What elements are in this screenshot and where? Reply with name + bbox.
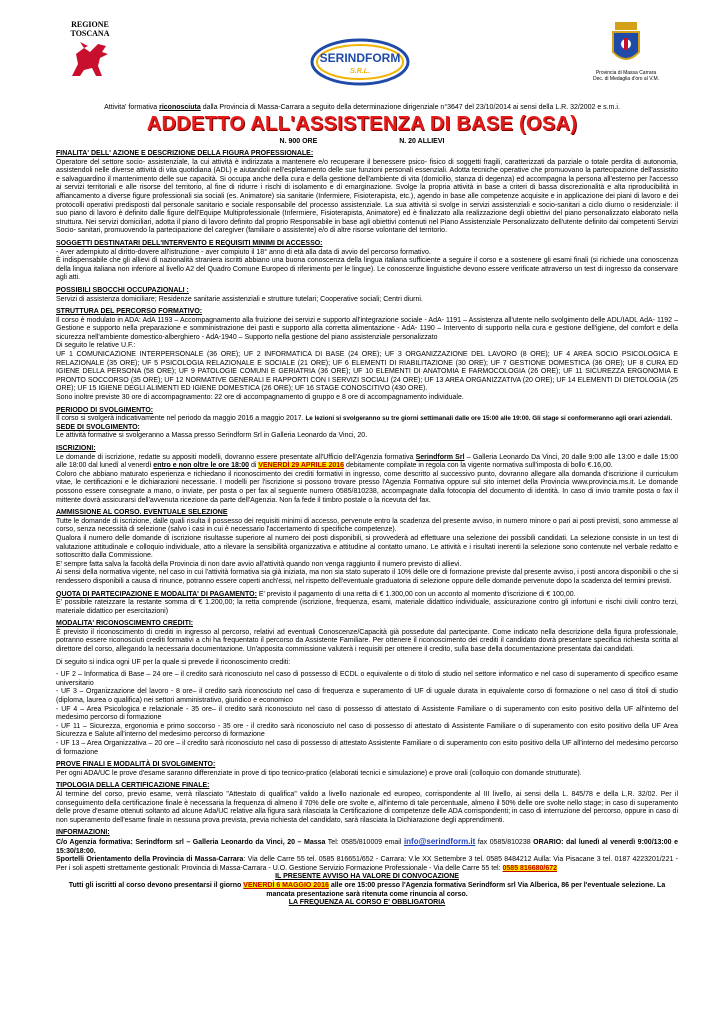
s10-heading: MODALITA' RICONOSCIMENTO CREDITI: [56,620,194,628]
s10-uf4: - UF 4 – Area Psicologica e relazionale - 35 ore– il credito sarà riconosciuto nel caso di possesso di attestato di Assistente Familiare o di superamento con esito positivo della UF all'interno del medesimo percorso di formazione [56,705,678,722]
serindform-logo [310,38,410,92]
s13-line2-bold: Sportelli Orientamento della Provincia di Massa-Carrara [56,856,244,864]
s13-line2 [56,856,678,873]
s3-body: Servizi di assistenza domiciliare; Residenze sanitarie assistenziali e strutture tutelari; Cooperative sociali; Centri diurni. [56,295,423,303]
s4-body4: Sono inoltre previste 30 ore di accompagnamento: 22 ore di accompagnamento di gruppo e 8 ore di accompagnamento individuale. [56,394,464,402]
s2-line1: - Aver adempiuto al diritto-dovere all'istruzione - aver compiuto il 18° anno di età alla data di avvio del percorso formativo. [56,248,431,256]
pegasus-icon [68,40,112,80]
s8-p1: Tutte le domande di iscrizione, dalle quali risulta il possesso dei requisiti minimi di accesso, pervenute entro la scadenza del presente avviso, in numero minore o pari ai posti previsti, sono ammesse al corso, senza necessità di selezione (salvo i casi in cui è necessario l'accertamento di specifiche competenze). [56,517,678,534]
s9-p2: E' possibile rateizzare la restante somma di € 1.200,00; la retta comprende (iscrizione, frequenza, esami, materiale didattico individuale, assicurazione contro gli infortuni e rischi civili contro terzi, materiale didattico per esercitazioni) [56,599,678,615]
s13-line2-text: : Via delle Carre 55 tel. 0585 816651/652 - Carrara: V.le XX Settembre 3 tel. 0585 8484212 Aulla: Via Pisacane 3 tel. 0187 4223201/221 - Per i soli aspetti strettamente gestionali: Provincia di Massa-Carrara - U.O. Gestione Servizio Formazione Professionale - Via delle Carre 55 tel: [56,856,678,872]
s10-p2: Di seguito si indica ogni UF per la quale si prevede il riconoscimento crediti: [56,658,291,666]
s6-heading: SEDE DI SVOLGIMENTO: [56,423,140,431]
s10-p1: È previsto il riconoscimento di crediti in ingresso al percorso, relativi ad eventuali Conoscenze/Capacità già possedute dal partecipante. Come indicato nella descrizione della figura professionale, potranno essere riconosciuti crediti formativi a chi ha frequentato il percorso da Assistente Familiare. Per ottenere il riconoscimento dei crediti il candidato dovrà presentare specifica richiesta scritta al direttore del corso, allegando la necessaria documentazione. Un'apposita commissione valuterà i requisiti per ottenere il credito, sulla base della documentazione presentata dai candidati. [56,628,678,654]
regione-toscana-logo [60,20,120,80]
serindform-logo-graphic [310,38,410,88]
s8-p4: Ai sensi della normativa vigente, nel caso in cui l'attività formativa sia già iniziata, ma non sia stato superato il 10% delle ore di formazione previste dal presente avviso, i posti ancora disponibili o che si rendessero disponibili a causa di rinunce, potranno essere coperti anch'essi, nel rispetto dell'eventuale graduatoria di selezione oppure delle domande pervenute dopo la scadenza del termini previsti. [56,569,678,585]
content [56,150,678,908]
email-link[interactable]: info@serindform.it [403,836,476,846]
s8-heading: AMMISSIONE AL CORSO. EVENTUALE SELEZIONE [56,509,228,517]
province-line1: Provincia di Massa Carrara [595,70,657,76]
s5-heading: PERIODO DI SVOLGIMENTO: [56,406,154,414]
intro-post: dalla Provincia di Massa-Carrara a seguito della determinazione dirigenziale n°3647 del 23/10/2014 ai sensi della L.R. 32/2002 e s.m.i. [200,104,620,111]
page-title: ADDETTO ALL'ASSISTENZA DI BASE (OSA) [146,113,578,135]
s6-body: Le attività formative si svolgeranno a Massa presso Serindform Srl in Galleria Leonardo da Vinci, 20. [56,432,368,440]
s1-heading: FINALITA' DELL' AZIONE E DESCRIZIONE DELLA FIGURA PROFESSIONALE: [56,150,314,157]
s10-uf13: - UF 13 – Area Organizzativa – 20 ore – il credito sarà riconosciuto nel caso di possesso di attestato Assistente Familiare o di superamento con esito positivo della UF all'interno del medesimo percorso di formazione [56,740,678,756]
course-meta [0,138,724,147]
hours: N. 900 ORE [279,138,318,145]
intro-bold: riconosciuta [159,104,201,111]
s13-line1-bold: C/o Agenzia formativa: Serindform srl – Galleria Leonardo da Vinci, 20 – Massa [56,838,326,846]
brand-sub: S.R.L. [350,68,370,75]
s4-body2: Di seguito le relative U.F.: [56,342,136,350]
header [0,0,724,100]
s4-heading: STRUTTURA DEL PERCORSO FORMATIVO: [56,308,203,316]
s7-p2: Coloro che abbiano maturato esperienza e richiedano il riconoscimento dei crediti formativi in ingresso, come descritto al successivo punto, dovranno allegare alla domanda d'iscrizione il curriculum vitae, le certificazioni e le dichiarazioni necessarie. I modelli per l'iscrizione si possono trovare presso l'Agenzia Formativa oppure sul sito internet della Provincia www.provincia.ms.it. Le domande possono essere consegnate a mano, o inviate, per posta o per fax al seguente numero 0585/810238, accompagnate dalla fotocopia del documento di identità. In caso di invio tramite posta o fax il mittente dovrà assicurarsi dell'avvenuta ricezione da parte dell'Agenzia. Non fa fede il timbro postale o la ricevuta del fax. [56,470,678,504]
s5-pre: Il corso si svolgerà indicativamente nel periodo da maggio 2016 a maggio 2017. [56,415,306,423]
s9-p1 [56,591,678,600]
s7-p1-mid: – Galleria Leonardo Da Vinci, 20 dalle 9:00 alle 13:00 e dalle 15:00 alle 18:00 dal lunedì al venerdì [56,453,678,470]
s7-p1-deadline: entro e non oltre le ore 18:00 [153,462,249,470]
footer-l1-date: VENERDÌ 6 MAGGIO 2016 [243,881,329,889]
regione-line1: REGIONE [71,20,109,29]
s4-body1: Il corso è modulato in ADA: AdA 1193 – Accompagnamento alla fruizione dei servizi e supporto all'integrazione sociale - AdA- 1191 – Assistenza all'utente nello svolgimento delle ADL/IADL AdA- 1192 – Gestione e supporto nella preparazione e somministrazione dei pasti e supporto alla corretta alimentazione - AdA- 1190 – Intervento di supporto nella cura e gestione dell'igiene, del comfort e della sicurezza nell'ambiente domestico-alberghiero - AdA-1940 – Supporto nella gestione del piano assistenziale personalizzato [56,316,678,341]
s5-body [56,415,678,424]
brand-name: SERINDFORM [319,51,401,65]
footer-l1-post: alle ore 15:00 presso l'Agenzia formativa Serindform srl Via Alberica, 86 per l'eventuale selezione. La mancata presentazione sarà ritenuta come rinuncia al corso. [266,881,666,898]
s7-p1 [56,454,678,471]
s9-inline: E' previsto il pagamento di una retta di € 1.300,00 con un acconto al momento d'iscrizione di € 100,00. [256,590,576,598]
s11-heading: PROVE FINALI E MODALITÀ DI SVOLGIMENTO: [56,761,216,769]
s7-heading: ISCRIZIONI: [56,445,96,452]
province-line2: Dec. di Medaglia d'oro al V.M. [592,76,660,82]
s5-bold: Le lezioni si svolgeranno su tre giorni settimanali dalle ore 15:00 alle 19:00. Gli stage si conformeranno agli orari aziendali. [305,415,673,423]
provincia-logo [586,22,666,82]
s13-line1-tel: Tel: 0585/810009 email [325,838,404,846]
s7-p1-di: di [249,462,259,470]
s2-heading: SOGGETTI DESTINATARI DELL'INTERVENTO E REQUISITI MINIMI DI ACCESSO: [56,239,323,247]
s8-p2: Qualora il numero delle domande di iscrizione risultasse superiore al numero dei posti disponibili, si provvederà ad effettuare una selezione dei possibili candidati. La selezione consiste in un test di valutazione attitudinale e colloquio individuale, atto a rilevare la sensibilità organizzativa e attitudine al contatto umano. Le attività e i risultati inerenti la selezione sono contenute nel verbale redatto e sottoscritto dalla Commissione. [56,534,678,560]
s13-line1-fax: fax 0585/810238 [475,838,534,846]
s8-p3: E' sempre fatta salva la facoltà della Provincia di non dare avvio all'attività quando non venga raggiunto il numero previsto di allievi. [56,560,462,568]
footer-l1-pre: Tutti gli iscritti al corso devono presentarsi il giorno [68,881,244,889]
s7-p1-post: debitamente compilate in regola con la vigente normativa sull'imposta di bollo €.16,00. [344,462,613,470]
s7-p1-date: VENERDÌ 29 APRILE 2016 [258,462,345,470]
s13-line2-phone: 0585 816680/672 [502,864,558,872]
s11-body: Per ogni ADA/UC le prove d'esame saranno differenziate in prove di tipo tecnico-pratico (elaborati tecnici e simulazione) e prove orali (colloquio con domande strutturate). [56,769,582,777]
s13-orario: dal lunedì al venerdì 9:00/13:00 e 15:30/18:00. [56,838,678,855]
s10-uf3: - UF 3 – Organizzazione del lavoro - 8 ore– il credito sarà riconosciuto nel caso di frequenza e superamento di UF di uguale durata in equivalente corso di formazione o nel caso di titoli di studio (diploma, laurea o qualifica) nei settori amministrativo, giuridico e economico [56,688,678,705]
s7-p1-bold: Serindform Srl [415,453,465,461]
s13-line1 [56,838,678,856]
s3-heading: POSSIBILI SBOCCHI OCCUPAZIONALI : [56,286,189,294]
regione-line2: TOSCANA [70,29,110,38]
s10-uf2: - UF 2 – Informatica di Base – 24 ore – il credito sarà riconosciuto nel caso di possesso di ECDL o equivalente o di titolo di studio nel settore informatico e nel caso di superamento di specifico esame universitario [56,671,678,687]
s12-heading: TIPOLOGIA DELLA CERTIFICAZIONE FINALE: [56,782,210,790]
s13-heading: INFORMAZIONI: [56,829,110,837]
s1-body: Operatore del settore socio- assistenziale, la cui attività è indirizzata a mantenere e/o recuperare il benessere psico- fisico di soggetti fragili, caratterizzati da parziale o totale perdita di autonomia, assistendoli nelle diverse attività di vita quotidiana (ADL) e aiutandoli nell'espletamento delle sue funzioni personali essenziali. Adotta tecniche operative che promuovano la partecipazione dell'assistito e salvaguardino il mantenimento delle sue capacità. Si occupa anche della cura e della gestione dell'ambiente di vita (domicilio, stanza di degenza) ed accompagna la persona all'esterno per l'accesso ai servizi territoriali e alle risorse del territorio, al fine di ridurre i rischi di isolamento e di emarginazione. Svolge la propria attività in base a criteri di bassa discrezionalità e alta riproducibilità in affiancamento a diverse figure professionali sia sociali (es. Animatore) sia sanitarie (Infermiere, Fisioterapista, etc.), agendo in base alle competenze acquisite e in applicazione dei piani di lavoro e dei protocolli operativi predisposti dal personale sanitario e sociale responsabile del processo assistenziale. La sua attività si svolge in servizi assistenziali e socio-sanitari a ciclo diurno o residenziale: il suo piano di lavoro è definito dalle figure dell'Equipe Multiprofessionale (Infermiere, Fisioterapista, Animatore) ed è finalizzato alla realizzazione degli obiettivi del piano personalizzato elaborato nella struttura. Nei servizi domiciliari, adotta il piano di lavoro definito dal proprio Responsabile in base agli obiettivi contenuti nel Piano Assistenziale Personalizzato dell'utente definito dai competenti Servizi Socio- sanitari, promuovendo la partecipazione del caregiver (familiare o assistente) e/o di altre risorse volontarie del territorio. [56,158,678,235]
footer-line2: LA FREQUENZA AL CORSO E' OBBLIGATORIA [288,899,446,907]
students: N. 20 ALLIEVI [399,138,445,145]
intro-pre: Attivita' formativa [104,104,160,111]
s13-orario-label: ORARIO: [533,838,564,846]
s7-p1-pre: Le domande di iscrizione, redatte su appositi modelli, dovranno essere presentate all'Ufficio dell'Agenzia formativa [56,453,416,461]
convocazione: IL PRESENTE AVVISO HA VALORE DI CONVOCAZIONE [275,873,459,881]
s4-body3: UF 1 COMUNICAZIONE INTERPERSONALE (36 ORE); UF 2 INFORMATICA DI BASE (24 ORE); UF 3 ORGANIZZAZIONE DEL LAVORO (8 ORE); UF 4 AREA SOCIO PSICOLOGICA E RELAZIONALE (35 ORE); UF 5 PSICOLOGIA RELAZIONALE E SOCIALE (21 ORE); UF 6 ELEMENTI DI RIABILITAZIONE (30 ORE); UF 7 GESTIONE DOMESTICA (36 ORE); UF 8 CURA ED IGIENE DELLA PERSONA (58 ORE); UF 9 PATOLOGIE COMUNI E GERIATRIA (36 ORE); UF 10 ELEMENTI DI ANATOMIA E FARMOCOLOGIA (26 ORE); UF 11 SICUREZZA ERGONOMIA E PRONTO SOCCORSO (35 ORE); UF 12 NORMATIVE GENERALI E RAPPORTI CON I SERVIZI SOCIALI (24 ORE); UF 13 AREA ORGANIZZATIVA (20 ORE); UF 14 ELEMENTI DI DIETOLOGIA (25 ORE); UF 15 IGIENE DEGLI ALIMENTI ED IGIENE DOMESTICA (26 ORE); UF 16 STAGE CONOSCITIVO (430 ORE). [56,351,678,393]
s10-uf11: - UF 11 – Sicurezza, ergonomia e primo soccorso - 35 ore - il credito sarà riconosciuto nel caso di possesso di attestato di Assistente Familiare o di superamento con esito positivo della UF Area Sicurezza e Salute all'interno del medesimo percorso di formazione [56,722,678,739]
footer-line1 [56,882,678,899]
s9-heading: QUOTA DI PARTECIPAZIONE E MODALITA' DI PAGAMENTO: [56,590,257,598]
s2-line2: È indispensabile che gli allievi di nazionalità straniera iscritti abbiano una buona conoscenza della lingua italiana sufficiente a seguire il corso e a sostenere gli esami finali (si richiede una conoscenza della lingua italiana non inferiore al livello A2 del Quadro Comune Europeo di riferimento per le lingue). Le conoscenze linguistiche devono essere verificate attraverso un test di ingresso da conservare agli atti. [56,257,678,282]
crest-icon [609,22,643,68]
s12-body: Al termine del corso, previo esame, verrà rilasciato "Attestato di qualifica" valido a livello nazionale ed europeo, corrispondente al III livello, ai sensi della L. 845/78 e della L.R. 32/02. Per il conseguimento della certificazione finale è necessaria la frequenza di almeno il 70% delle ore svolte e, all'interno di tale percentuale, almeno il 50% delle ore svolte nello stage; in caso di superamento delle prove d'esame ottenuti soltanto ad alcune Ada/UC relative alla figura sarà rilasciata la Certificazione di competenze delle ADA corrispondenti; in caso di interruzione del percorso, oppure in caso di non superamento dell'esame finale in nessuna prova prevista, previa richiesta del candidato, sarà rilasciata la Dichiarazione degli apprendimenti. [56,790,678,824]
